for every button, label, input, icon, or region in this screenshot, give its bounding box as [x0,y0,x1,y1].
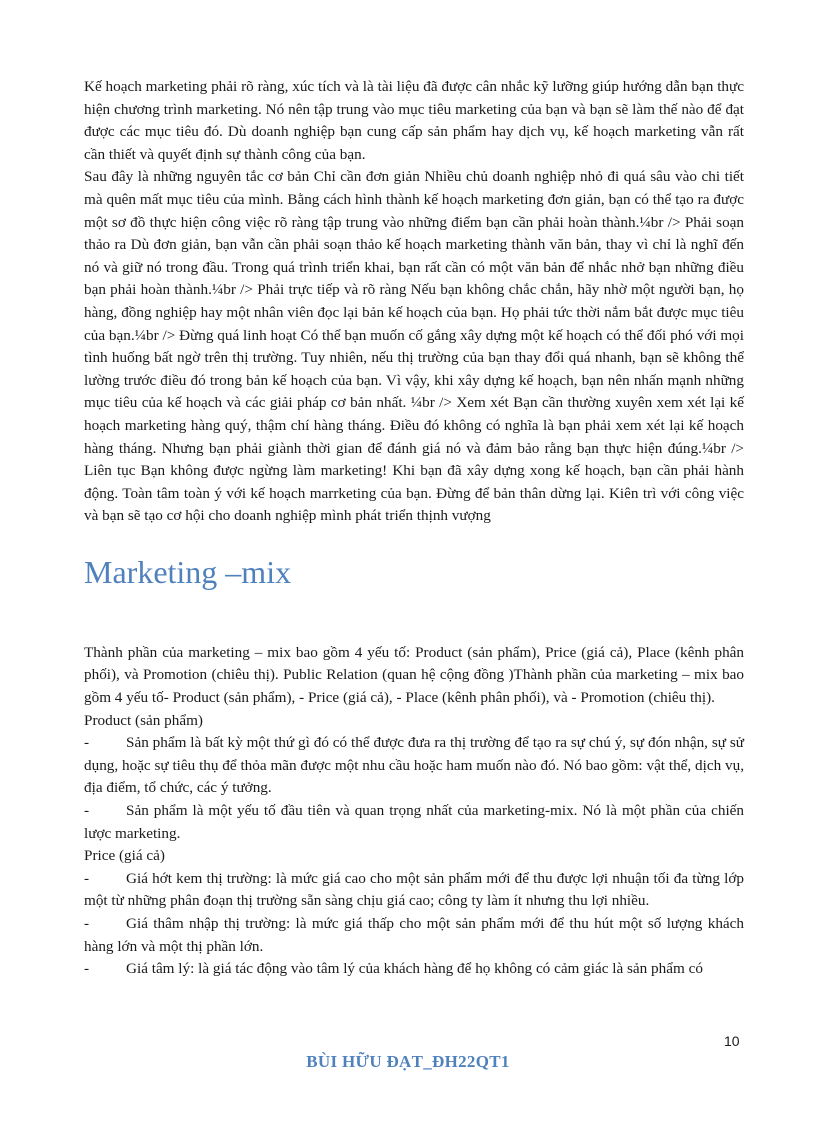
list-item [84,732,744,800]
price-bullet-text: Giá tâm lý: là giá tác động vào tâm lý của khách hàng để họ không có cảm giác là sản phẩm có [126,960,703,978]
price-title: Price (giá cả) [84,847,165,865]
list-item [84,800,744,845]
dash-marker: - [84,960,90,978]
page-content [84,76,744,981]
product-bullet-text: Sản phẩm là một yếu tố đầu tiên và quan trọng nhất của marketing-mix. Nó là một phần của chiến lược marketing. [84,802,744,842]
list-item [84,958,744,981]
product-bullet-text: Sản phẩm là bất kỳ một thứ gì đó có thể được đưa ra thị trường để tạo ra sự chú ý, sự đón nhận, sự sử dụng, hoặc sự tiêu thụ để thỏa mãn được một nhu cầu hoặc ham muốn nào đó. Nó bao gồm: vật thể, dịch vụ, địa điểm, tổ chức, các ý tưởng. [84,734,744,797]
section-lead-paragraph: Thành phần của marketing – mix bao gồm 4 yếu tố: Product (sản phẩm), Price (giá cả), Place (kênh phân phối), và Promotion (chiêu thị). Public Relation (quan hệ cộng đồng )Thành phần của marketing – mix bao gồm 4 yếu tố- Product (sản phẩm), - Price (giá cả), - Place (kênh phân phối), và - Promotion (chiêu thị). [84,643,744,707]
intro-paragraph-2: Sau đây là những nguyên tắc cơ bản Chỉ cần đơn giản Nhiều chủ doanh nghiệp nhỏ đi quá sâu vào chi tiết mà quên mất mục tiêu của mình. Bằng cách hình thành kế hoạch marketing đơn giản, bạn có thể tạo ra được một sơ đồ thực hiện công việc rõ ràng tập trung vào những điểm bạn cần phải hoàn thành.¼br /> Phải soạn thảo ra Dù đơn giản, bạn vẫn cần phải soạn thảo kế hoạch marketing thành văn bản, thay vì chỉ là nghĩ đến nó và giữ nó trong đầu. Trong quá trình triển khai, bạn rất cần có một văn bản để nhắc nhở bạn những điều bạn phải hoàn thành.¼br /> Phải trực tiếp và rõ ràng Nếu bạn không chắc chắn, hãy nhờ một người bạn, họ hàng, đồng nghiệp hay một nhân viên đọc lại bản kế hoạch của bạn. Họ phải tức thời nắm bắt được mục tiêu của bạn.¼br /> Đừng quá linh hoạt Có thể bạn muốn cố gắng xây dựng một kế hoạch có thể đối phó với mọi tình huống bất ngờ trên thị trường. Tuy nhiên, nếu thị trường của bạn thay đổi quá nhanh, bạn sẽ không thể lường trước điều đó trong bản kế hoạch của bạn. Vì vậy, khi xây dựng kế hoạch, bạn nên nhấn mạnh những mục tiêu của kế hoạch và các giải pháp cơ bản nhất. ¼br /> Xem xét Bạn cần thường xuyên xem xét lại kế hoạch marketing hàng quý, thậm chí hàng tháng. Điều đó không có nghĩa là bạn phải xem xét lại kế hoạch hàng tháng. Nhưng bạn phải giành thời gian để đánh giá nó và đảm bảo rằng bạn thực hiện đúng.¼br /> Liên tục Bạn không được ngừng làm marketing! Khi bạn đã xây dựng xong kế hoạch, bạn cần phải hành động. Toàn tâm toàn ý với kế hoạch marrketing của bạn. Đừng để bản thân dừng lại. Kiên trì với công việc và bạn sẽ tạo cơ hội cho doanh nghiệp mình phát triển thịnh vượng [84,168,744,525]
dash-marker: - [84,869,90,887]
section-heading: Marketing –mix [84,553,292,590]
dash-marker: - [84,915,90,932]
price-bullet-text: Giá thâm nhập thị trường: là mức giá thấp cho một sản phẩm mới để thu hút một số lượng khách hàng lớn và một thị phần lớn. [84,915,744,955]
dash-marker: - [84,734,90,752]
list-item [84,913,744,958]
page-number: 10 [724,1033,740,1049]
dash-marker: - [84,802,90,820]
product-title: Product (sản phẩm) [84,711,203,729]
list-item [84,868,744,913]
page-footer: BÙI HỮU ĐẠT_ĐH22QT1 [306,1052,510,1071]
price-bullet-text: Giá hớt kem thị trường: là mức giá cao cho một sản phẩm mới để thu được lợi nhuận tối đa từng lớp một từ những phân đoạn thị trường sẵn sàng chịu giá cao; công ty làm ít nhưng thu lợi nhiều. [84,869,744,910]
intro-paragraph-1: Kế hoạch marketing phải rõ ràng, xúc tích và là tài liệu đã được cân nhắc kỹ lưỡng giúp hướng dẫn bạn thực hiện chương trình marketing. Nó nên tập trung vào mục tiêu marketing của bạn và bạn sẽ làm thế nào để đạt được các mục tiêu đó. Dù doanh nghiệp bạn cung cấp sản phẩm hay dịch vụ, kế hoạch marketing vẫn rất cần thiết và quyết định sự thành công của bạn. [84,78,744,163]
